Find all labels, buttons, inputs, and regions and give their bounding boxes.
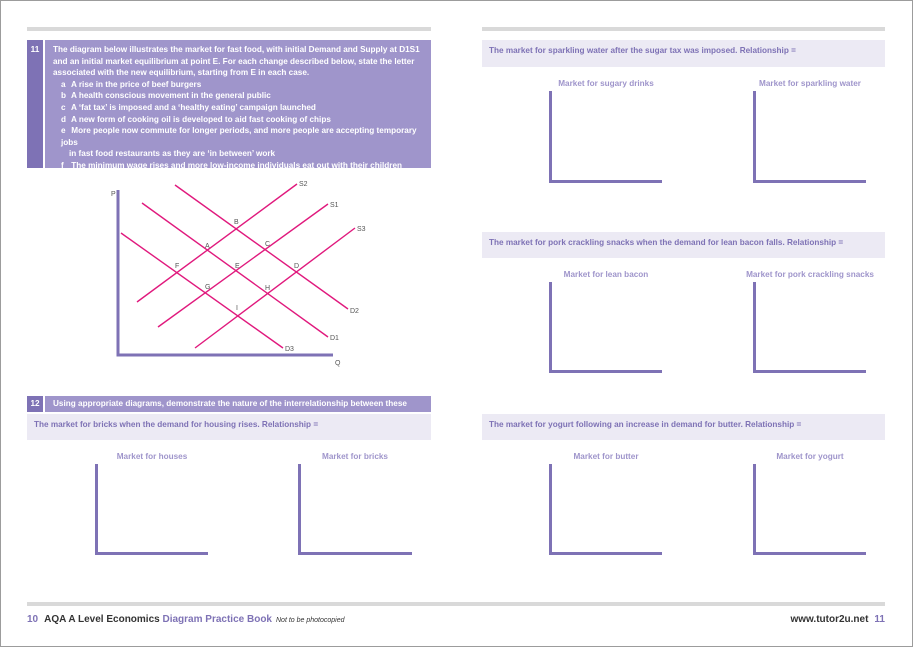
book-title: AQA A Level Economics Diagram Practice Book bbox=[44, 614, 272, 625]
question-number: 12 bbox=[27, 396, 45, 412]
point-a: A bbox=[205, 243, 210, 250]
option-d: d A new form of cooking oil is developed to aid fast cooking of chips bbox=[61, 114, 331, 124]
point-b: B bbox=[234, 219, 239, 226]
left-top-rule bbox=[27, 27, 431, 31]
question-11-box bbox=[27, 40, 431, 168]
question-text: Using appropriate diagrams, demonstrate the nature of the interrelationship between these bbox=[53, 399, 407, 408]
point-d: D bbox=[294, 263, 300, 270]
blank-axes-pork-crackling bbox=[753, 282, 866, 373]
point-f: F bbox=[175, 263, 180, 270]
market-title-yogurt: Market for yogurt bbox=[776, 452, 844, 461]
right-page-number: 11 bbox=[874, 614, 885, 625]
supply-curve-s1 bbox=[158, 204, 328, 327]
blank-axes-sugary-drinks bbox=[549, 91, 662, 183]
market-title-bricks: Market for bricks bbox=[322, 452, 388, 461]
blank-axes-bricks bbox=[298, 464, 412, 555]
point-i: I bbox=[236, 305, 238, 312]
market-title-sparkling-water: Market for sparkling water bbox=[759, 79, 861, 88]
label-s3: S3 bbox=[357, 226, 366, 233]
diagram-axes bbox=[118, 190, 333, 355]
label-d1: D1 bbox=[330, 335, 339, 342]
question-number: 11 bbox=[27, 40, 45, 168]
point-g: G bbox=[205, 284, 211, 291]
task-bricks-prompt: The market for bricks when the demand for housing rises. Relationship = bbox=[27, 414, 431, 440]
blank-axes-sparkling-water bbox=[753, 91, 866, 183]
market-title-houses: Market for houses bbox=[116, 452, 188, 461]
task-yogurt-prompt: The market for yogurt following an increase in demand for butter. Relationship = bbox=[482, 414, 885, 440]
task-sparkling-water-prompt: The market for sparkling water after the sugar tax was imposed. Relationship = bbox=[482, 40, 885, 67]
option-b: b A health conscious movement in the general public bbox=[61, 91, 271, 101]
market-title-butter: Market for butter bbox=[573, 452, 639, 461]
option-e-continued: in fast food restaurants as they are ‘in between’ work bbox=[69, 149, 276, 159]
blank-axes-houses bbox=[95, 464, 208, 555]
question-intro: The diagram below illustrates the market for fast food, with initial Demand and Supply at D1S1 and an initial market equilibrium at point E. For each change described below, state the letter associated with the new equilibrium, starting from E in each case. bbox=[53, 45, 420, 78]
question-12-box bbox=[27, 396, 431, 412]
book-subtitle: Diagram Practice Book bbox=[162, 614, 272, 625]
demand-curve-d3 bbox=[121, 233, 283, 348]
footer-right bbox=[790, 614, 885, 625]
blank-axes-yogurt bbox=[753, 464, 866, 555]
blank-axes-butter bbox=[549, 464, 662, 555]
option-c: c A ‘fat tax’ is imposed and a ‘healthy eating’ campaign launched bbox=[61, 102, 316, 112]
option-e: e More people now commute for longer periods, and more people are accepting temporary jobs bbox=[61, 126, 417, 147]
question-text bbox=[53, 44, 423, 172]
option-f: f The minimum wage rises and more low-income individuals eat out with their children bbox=[61, 160, 403, 170]
left-page-number: 10 bbox=[27, 614, 39, 625]
label-d2: D2 bbox=[350, 308, 359, 315]
option-a: a A rise in the price of beef burgers bbox=[61, 79, 202, 89]
copyright-notice: Not to be photocopied bbox=[276, 617, 345, 624]
task-pork-crackling-prompt: The market for pork crackling snacks when the demand for lean bacon falls. Relationship = bbox=[482, 232, 885, 258]
market-title-lean-bacon: Market for lean bacon bbox=[563, 270, 649, 279]
blank-axes-lean-bacon bbox=[549, 282, 662, 373]
point-h: H bbox=[265, 285, 271, 292]
supply-curve-s3 bbox=[195, 228, 355, 348]
market-title-sugary-drinks: Market for sugary drinks bbox=[558, 79, 654, 88]
market-title-pork-crackling: Market for pork crackling snacks bbox=[746, 270, 874, 279]
y-axis-label: P bbox=[111, 191, 116, 198]
point-c: C bbox=[265, 241, 271, 248]
website-link[interactable]: www.tutor2u.net bbox=[790, 614, 869, 625]
supply-demand-diagram bbox=[100, 172, 380, 372]
footer-left bbox=[27, 614, 345, 625]
label-s1: S1 bbox=[330, 202, 339, 209]
x-axis-label: Q bbox=[335, 360, 341, 367]
point-e: E bbox=[235, 263, 240, 270]
right-top-rule bbox=[482, 27, 885, 31]
footer-rule bbox=[27, 602, 885, 606]
label-d3: D3 bbox=[285, 346, 294, 353]
label-s2: S2 bbox=[299, 181, 308, 188]
